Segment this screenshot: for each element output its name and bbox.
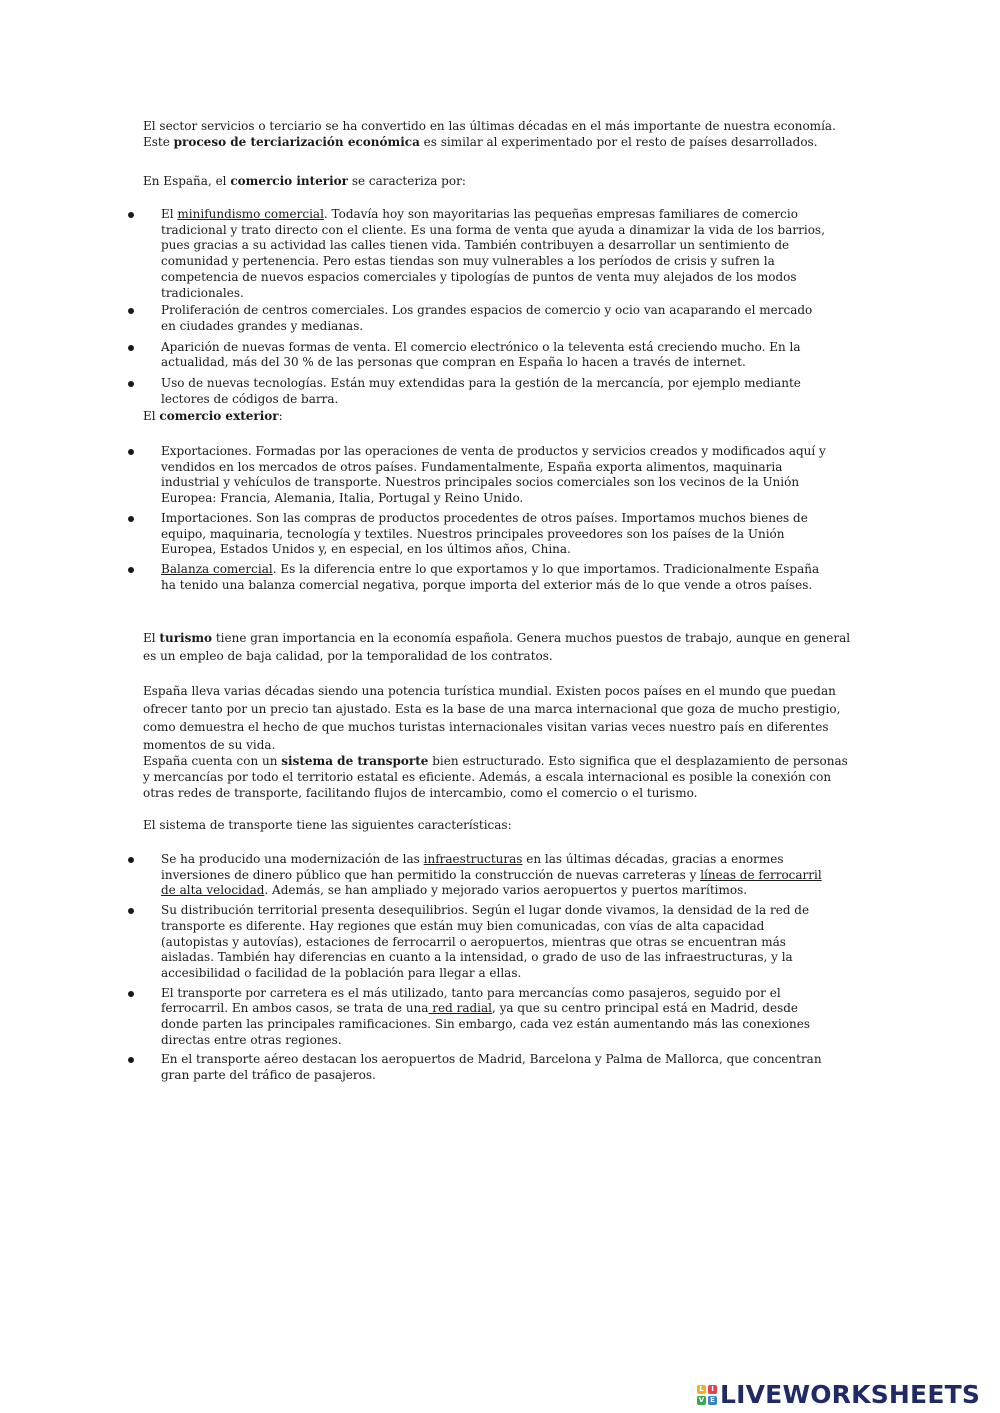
intro-paragraph <box>143 118 858 150</box>
intro-bold-term: proceso de terciarización económica <box>173 135 420 149</box>
liveworksheets-logo[interactable] <box>697 1380 980 1410</box>
logo-mark-tile: E <box>708 1396 717 1405</box>
logo-mark-tile: I <box>708 1385 717 1394</box>
exterior-heading-text: El <box>143 409 160 423</box>
item-text: Uso de nuevas tecnologías. Están muy extendidas para la gestión de la mercancía, por ejemplo mediante lectores de códigos de barra. <box>161 376 801 406</box>
interior-list <box>128 207 828 407</box>
bullet-icon <box>128 908 134 914</box>
intro-text: El sector servicios o terciario se ha convertido en las últimas décadas en el más importante de nuestra economía. Este <box>143 119 836 149</box>
item-text: Importaciones. Son las compras de productos procedentes de otros países. Importamos muchos bienes de equipo, maquinaria, tecnología y textiles. Nuestros principales proveedores son los países de la Unión Europea, Estados Unidos y, en especial, en los últimos años, China. <box>161 510 808 557</box>
list-item <box>128 852 828 899</box>
list-item <box>128 562 828 593</box>
turismo-text: El <box>143 631 160 645</box>
list-item <box>128 207 828 301</box>
transporte-text: España cuenta con un <box>143 754 282 768</box>
exterior-heading-bold: comercio exterior <box>159 409 279 423</box>
logo-mark-tile: L <box>697 1385 706 1394</box>
item-text: . Además, se han ampliado y mejorado varios aeropuertos y puertos marítimos. <box>264 883 748 898</box>
list-item <box>128 511 828 558</box>
interior-heading <box>143 173 858 189</box>
potencia-paragraph <box>143 682 858 754</box>
exterior-list <box>128 444 828 593</box>
balanza-comercial-link[interactable]: Balanza comercial <box>161 561 273 576</box>
item-text: , ya que su centro principal está en Madrid, desde donde parten las principales ramificaciones. Sin embargo, cada vez están aumentando más las conexiones directas entre otras regiones. <box>161 1001 811 1047</box>
logo-mark-icon <box>697 1385 717 1405</box>
item-text: Proliferación de centros comerciales. Los grandes espacios de comercio y ocio van acaparando el mercado en ciudades grandes y medianas. <box>161 303 813 333</box>
bullet-icon <box>128 991 134 997</box>
bullet-icon <box>128 381 134 387</box>
item-text: En el transporte aéreo destacan los aeropuertos de Madrid, Barcelona y Palma de Mallorca, que concentran gran parte del tráfico de pasajeros. <box>161 1052 822 1083</box>
list-item <box>128 340 828 371</box>
exterior-heading-end: : <box>278 409 283 423</box>
transporte-list <box>128 852 828 1084</box>
list-item <box>128 376 828 407</box>
bullet-icon <box>128 1057 134 1063</box>
transporte-paragraph <box>143 753 858 801</box>
bullet-icon <box>128 516 134 522</box>
item-text: . Es la diferencia entre lo que exportamos y lo que importamos. Tradicionalmente España ha tenido una balanza comercial negativa, porque importa del exterior más de lo que vende a otros países. <box>161 561 820 592</box>
item-text: . Todavía hoy son mayoritarias las pequeñas empresas familiares de comercio tradicional y trato directo con el cliente. Es una forma de venta que ayuda a dinamizar la vida de los barrios, pues gracias a su actividad las calles tienen vida. También contribuyen a desarrollar un sentimiento de comunidad y pertenencia. Pero estas tiendas son muy vulnerables a los períodos de crisis y sufren la competencia de nuevos espacios comerciales y tipologías de puntos de venta muy alejados de los modos tradicionales. <box>161 207 825 300</box>
turismo-text-end: tiene gran importancia en la economía española. Genera muchos puestos de trabajo, aunque en general es un empleo de baja calidad, por la temporalidad de los contratos. <box>143 631 851 663</box>
list-item <box>128 903 828 982</box>
intro-text-end: es similar al experimentado por el resto de países desarrollados. <box>419 135 818 149</box>
bullet-icon <box>128 345 134 351</box>
item-text: El <box>161 207 178 221</box>
exterior-heading <box>143 408 858 424</box>
logo-mark-tile: V <box>698 1396 705 1404</box>
list-item <box>128 303 828 334</box>
bullet-icon <box>128 857 134 863</box>
interior-heading-end: se caracteriza por: <box>348 174 466 188</box>
list-item <box>128 444 828 507</box>
item-text: en las últimas décadas, gracias a enormes inversiones de dinero público que han permitido la construcción de nuevas carreteras y <box>161 852 784 882</box>
red-radial-link[interactable]: red radial <box>428 1001 493 1016</box>
interior-heading-text: En España, el <box>143 174 231 188</box>
turismo-bold: turismo <box>159 631 213 645</box>
item-text: Se ha producido una modernización de las <box>161 852 424 866</box>
interior-heading-bold: comercio interior <box>230 174 349 188</box>
bullet-icon <box>128 567 134 573</box>
transporte-intro-text: El sistema de transporte tiene las siguientes características: <box>143 818 512 832</box>
item-text: Su distribución territorial presenta desequilibrios. Según el lugar donde vivamos, la densidad de la red de transporte es diferente. Hay regiones que están muy bien comunicadas, con vías de alta capacidad (autopistas y autovías), estaciones de ferrocarril o aeropuertos, mientras que otras se encuentran más aisladas. También hay diferencias en cuanto a la intensidad, o grado de uso de las infraestructuras, y la accesibilidad o facilidad de la población para llegar a ellas. <box>161 903 810 980</box>
turismo-paragraph <box>143 629 858 665</box>
transporte-text-end: bien estructurado. Esto significa que el desplazamiento de personas y mercancías por todo el territorio estatal es eficiente. Además, a escala internacional es posible la conexión con otras redes de transporte, facilitando flujos de intercambio, como el comercio o el turismo. <box>143 754 848 800</box>
list-item <box>128 986 828 1049</box>
transporte-intro <box>143 817 858 833</box>
item-text: Exportaciones. Formadas por las operaciones de venta de productos y servicios creados y modificados aquí y vendidos en los mercados de otros países. Fundamentalmente, España exporta alimentos, maquinaria industrial y vehículos de transporte. Nuestros principales socios comerciales son los vecinos de la Unión Europea: Francia, Alemania, Italia, Portugal y Reino Unido. <box>161 444 826 506</box>
bullet-icon <box>128 308 134 314</box>
list-item <box>128 1052 828 1083</box>
transporte-bold: sistema de transporte <box>281 754 429 768</box>
item-text: Aparición de nuevas formas de venta. El comercio electrónico o la televenta está creciendo mucho. En la actualidad, más del 30 % de las personas que compran en España lo hacen a través de internet. <box>161 339 801 370</box>
minifundismo-link[interactable]: minifundismo comercial <box>177 207 324 221</box>
bullet-icon <box>128 212 134 218</box>
logo-text: LIVEWORKSHEETS <box>720 1380 981 1409</box>
item-text: El transporte por carretera es el más utilizado, tanto para mercancías como pasajeros, seguido por el ferrocarril. En ambos casos, se trata de una <box>161 985 781 1016</box>
bullet-icon <box>128 449 134 455</box>
infraestructuras-link[interactable]: infraestructuras <box>423 852 523 866</box>
potencia-text: España lleva varias décadas siendo una potencia turística mundial. Existen pocos países en el mundo que puedan ofrecer tanto por un precio tan ajustado. Esta es la base de una marca internacional que goza de mucho prestigio, como demuestra el hecho de que muchos turistas internacionales visitan varias veces nuestro país en diferentes momentos de su vida. <box>143 684 841 752</box>
alta-velocidad-link[interactable]: líneas de ferrocarril de alta velocidad <box>161 867 822 898</box>
